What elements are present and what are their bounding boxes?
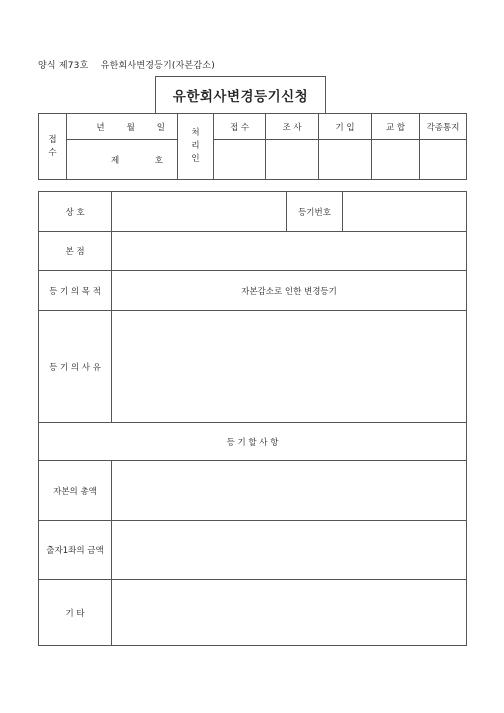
unit-amount-label: 출자1좌의 금액 xyxy=(39,521,112,580)
other-label: 기 타 xyxy=(39,580,112,646)
matters-header: 등 기 할 사 항 xyxy=(39,423,467,461)
inspection-stamp-cell[interactable] xyxy=(266,140,319,180)
receipt-date-cell[interactable]: 년 월 일 xyxy=(67,114,178,140)
unit-amount-field[interactable] xyxy=(112,521,467,580)
form-number: 양식 제73호 xyxy=(38,61,89,71)
form-subtitle: 유한회사변경등기(자본감소) xyxy=(100,61,215,71)
col-notices: 각종통지 xyxy=(420,114,467,140)
col-collation: 교 합 xyxy=(372,114,420,140)
entry-stamp-cell[interactable] xyxy=(319,140,372,180)
document-title: 유한회사변경등기신청 xyxy=(155,76,326,114)
total-capital-label: 자본의 총액 xyxy=(39,461,112,521)
col-receipt: 접 수 xyxy=(214,114,266,140)
purpose-label: 등 기 의 목 적 xyxy=(39,271,112,311)
collation-stamp-cell[interactable] xyxy=(372,140,420,180)
reason-field[interactable] xyxy=(112,311,467,423)
reception-table xyxy=(38,113,467,180)
purpose-value: 자본감소로 인한 변경등기 xyxy=(112,271,467,311)
notices-stamp-cell[interactable] xyxy=(420,140,467,180)
registration-form-table xyxy=(38,191,467,646)
reason-label: 등 기 의 사 유 xyxy=(39,311,112,423)
processing-label: 처 리 인 xyxy=(178,114,214,180)
receipt-label: 접 수 xyxy=(39,114,67,180)
head-office-label: 본 점 xyxy=(39,232,112,271)
receipt-number-cell[interactable]: 제 호 xyxy=(67,140,178,180)
col-inspection: 조 사 xyxy=(266,114,319,140)
total-capital-field[interactable] xyxy=(112,461,467,521)
col-entry: 기 입 xyxy=(319,114,372,140)
registration-number-label: 등기번호 xyxy=(287,192,343,232)
trade-name-label: 상 호 xyxy=(39,192,112,232)
receipt-stamp-cell[interactable] xyxy=(214,140,266,180)
head-office-field[interactable] xyxy=(112,232,467,271)
form-number-line xyxy=(38,58,215,71)
trade-name-field[interactable] xyxy=(112,192,287,232)
registration-number-field[interactable] xyxy=(343,192,467,232)
other-field[interactable] xyxy=(112,580,467,646)
